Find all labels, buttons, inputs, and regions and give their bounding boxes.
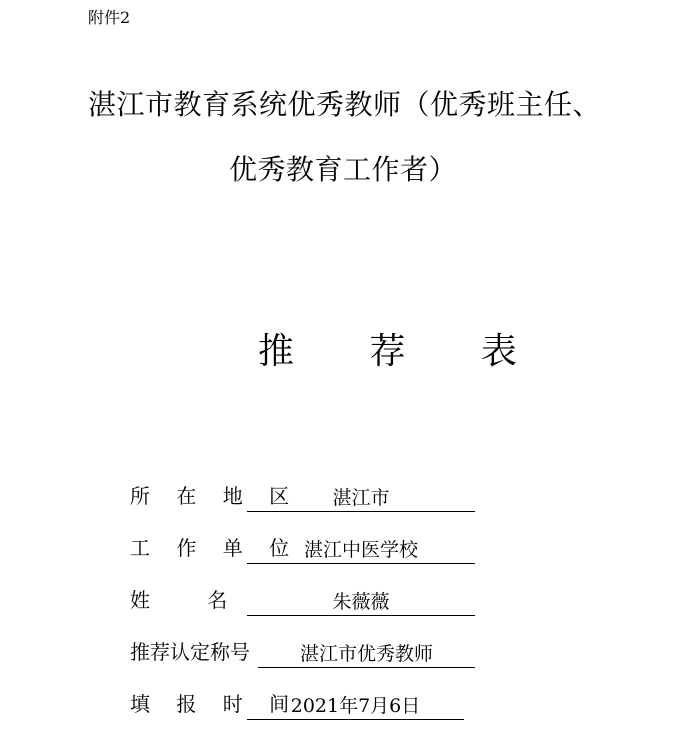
field-label-work-unit: 工 作 单 位	[130, 536, 300, 560]
field-value-work-unit: 湛江中医学校	[247, 536, 475, 564]
form-title: 推 荐 表	[258, 331, 549, 372]
attachment-label: 附件2	[88, 8, 131, 27]
document-title-line-1: 湛江市教育系统优秀教师（优秀班主任、	[88, 88, 602, 121]
document-title-line-2: 优秀教育工作者）	[229, 153, 458, 186]
field-value-date: 2021年7月6日	[247, 692, 464, 720]
field-value-name: 朱薇薇	[247, 588, 475, 616]
field-label-title: 推荐认定称号	[130, 640, 250, 664]
field-label-name: 姓 名	[130, 588, 228, 612]
field-value-title: 湛江市优秀教师	[258, 640, 475, 668]
field-value-region: 湛江市	[247, 484, 475, 512]
field-label-date: 填 报 时 间	[130, 692, 300, 716]
field-label-region: 所 在 地 区	[130, 484, 300, 508]
